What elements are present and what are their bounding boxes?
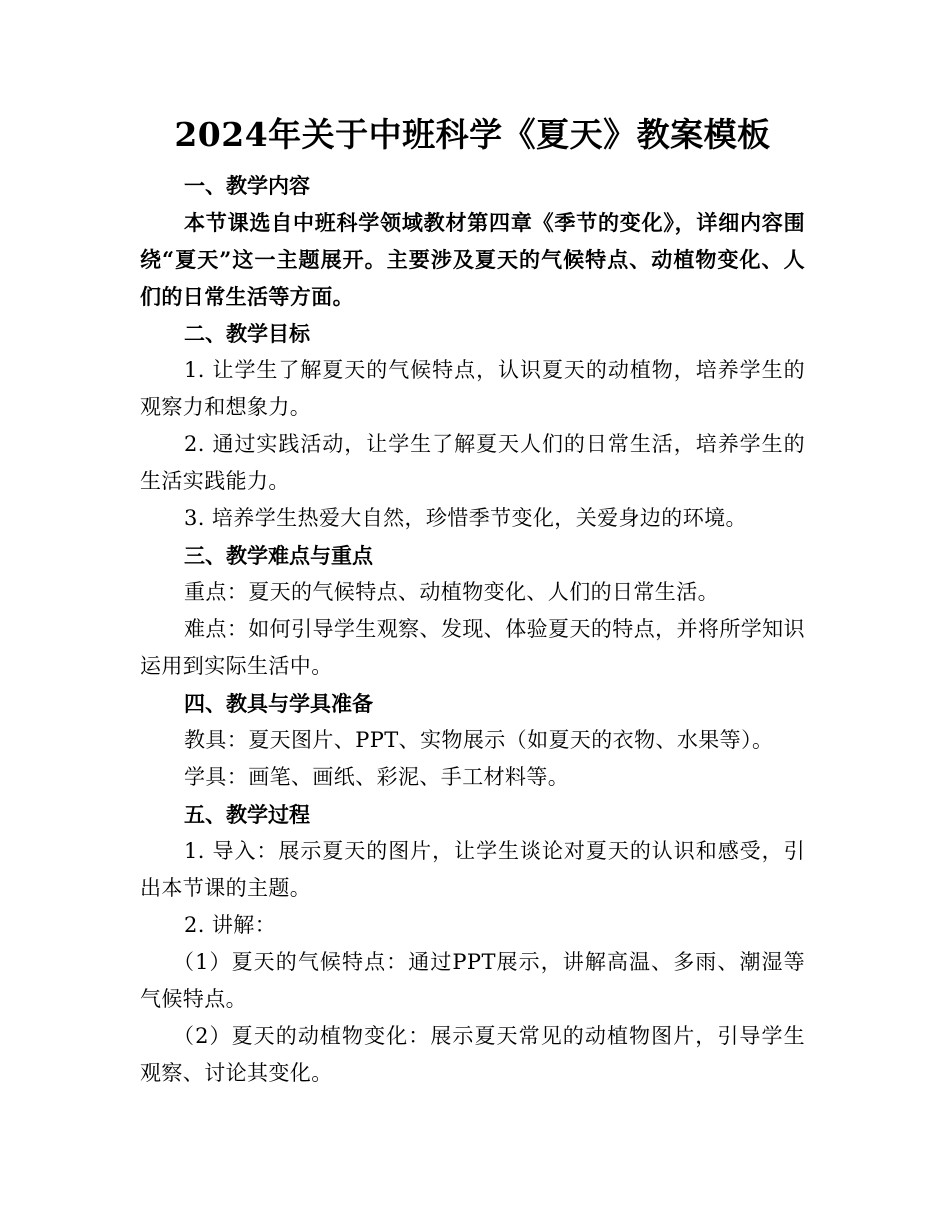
process-explain-label: 2. 讲解： — [184, 913, 277, 937]
key-point-paragraph: 重点：夏天的气候特点、动植物变化、人们的日常生活。 — [184, 580, 719, 604]
difficulty-paragraph: 难点：如何引导学生观察、发现、体验夏天的特点，并将所学知识运用到实际生活中。 — [140, 617, 805, 678]
section-heading-materials: 四、教具与学具准备 — [184, 691, 373, 716]
content-paragraph: 本节课选自中班科学领域教材第四章《季节的变化》，详细内容围绕“夏天”这一主题展开。主要涉及夏天的气候特点、动植物变化、人们的日常生活等方面。 — [140, 210, 805, 309]
goal-item-3: 3. 培养学生热爱大自然，珍惜季节变化，关爱身边的环境。 — [184, 506, 747, 530]
process-intro-paragraph: 1. 导入：展示夏天的图片，让学生谈论对夏天的认识和感受，引出本节课的主题。 — [140, 839, 805, 900]
section-heading-goals: 二、教学目标 — [184, 321, 310, 346]
process-sub-item-1: （1）夏天的气候特点：通过PPT展示，讲解高温、多雨、潮湿等气候特点。 — [140, 950, 805, 1011]
process-sub-item-2: （2）夏天的动植物变化：展示夏天常见的动植物图片，引导学生观察、讨论其变化。 — [140, 1024, 805, 1085]
goal-item-2: 2. 通过实践活动，让学生了解夏天人们的日常生活，培养学生的生活实践能力。 — [140, 432, 805, 493]
page-title: 2024年关于中班科学《夏天》教案模板 — [174, 115, 771, 154]
teacher-materials-paragraph: 教具：夏天图片、PPT、实物展示（如夏天的衣物、水果等）。 — [184, 728, 774, 752]
section-heading-difficulties: 三、教学难点与重点 — [184, 543, 373, 568]
section-heading-content: 一、教学内容 — [184, 173, 310, 198]
document-body — [140, 112, 805, 1092]
student-materials-paragraph: 学具：画笔、画纸、彩泥、手工材料等。 — [184, 765, 570, 789]
section-heading-process: 五、教学过程 — [184, 802, 310, 827]
goal-item-1: 1. 让学生了解夏天的气候特点，认识夏天的动植物，培养学生的观察力和想象力。 — [140, 358, 805, 419]
